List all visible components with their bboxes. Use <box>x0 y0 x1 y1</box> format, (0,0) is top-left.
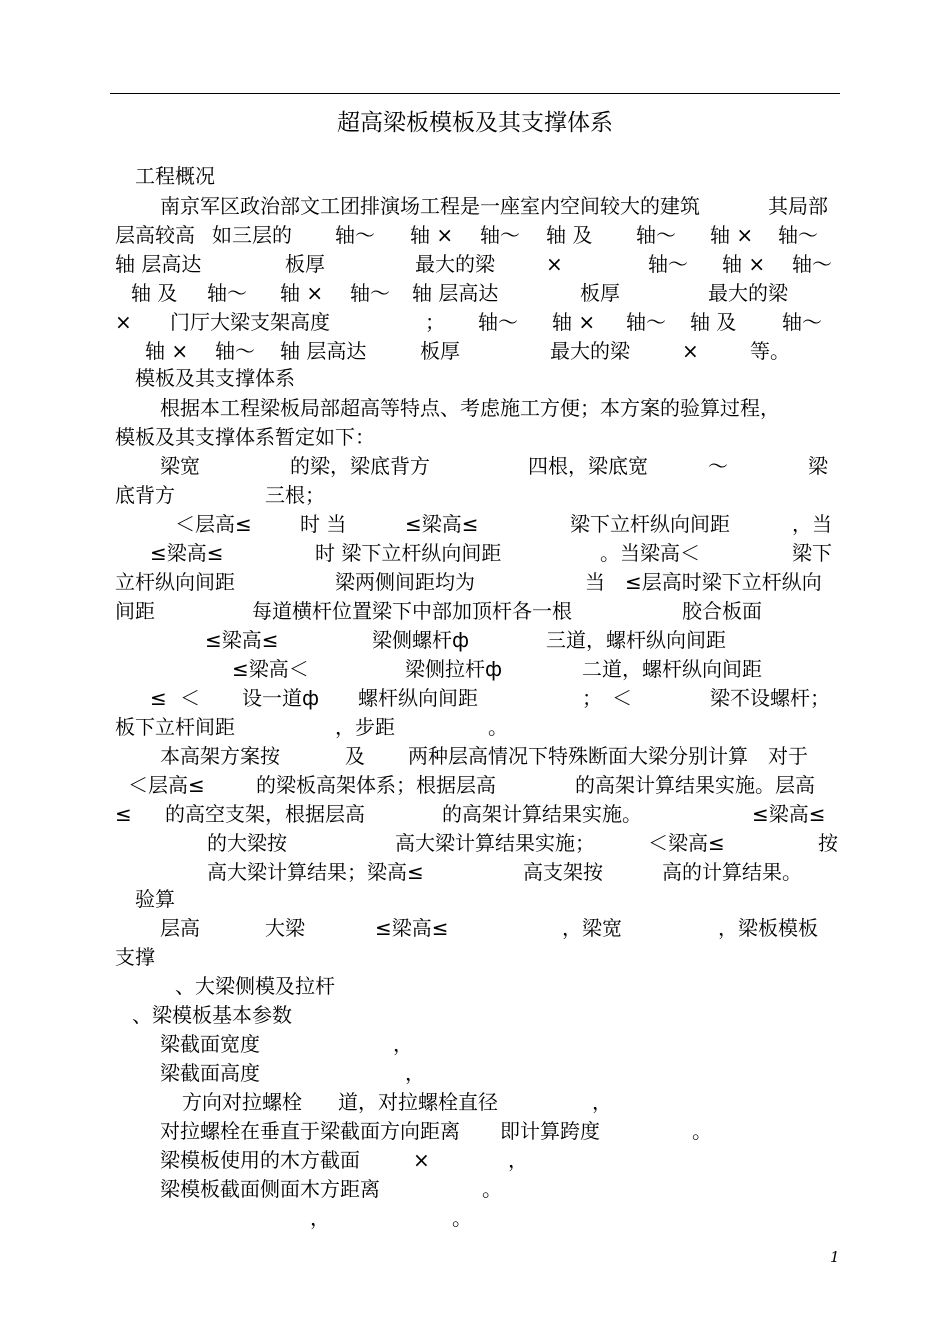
text-segment: ≤梁高≤ <box>375 916 449 940</box>
text-segment: 轴 × <box>280 281 324 305</box>
text-line <box>0 860 950 888</box>
text-segment: 支撑 <box>115 945 155 969</box>
text-segment: ≤梁高＜ <box>232 657 309 681</box>
text-line <box>0 223 950 251</box>
text-segment: 工程概况 <box>135 164 215 188</box>
text-segment: ＜层高≤ <box>128 773 205 797</box>
text-line <box>0 339 950 367</box>
text-line <box>0 1148 950 1176</box>
text-line <box>0 194 950 222</box>
text-line <box>0 1090 950 1118</box>
text-segment: 最大的梁 <box>708 281 788 305</box>
text-segment: × <box>682 339 699 363</box>
text-segment: 板厚 <box>285 252 325 276</box>
text-segment: 即计算跨度 <box>500 1119 600 1143</box>
text-line <box>0 945 950 973</box>
text-segment: 轴～ <box>778 223 818 247</box>
text-segment: 轴～ <box>626 310 666 334</box>
text-segment: 立杆纵向间距 <box>115 570 235 594</box>
text-segment: 大梁 <box>265 916 305 940</box>
text-segment: ； <box>425 310 445 334</box>
text-segment: ， <box>310 1206 330 1230</box>
text-line <box>0 773 950 801</box>
text-line <box>0 686 950 714</box>
text-segment: 的大梁按 <box>207 831 287 855</box>
text-segment: 设一道ф <box>242 686 320 710</box>
text-line <box>0 396 950 424</box>
text-segment: 二道，螺杆纵向间距 <box>582 657 762 681</box>
text-segment: 轴～ <box>215 339 255 363</box>
text-segment: 轴 及 <box>131 281 178 305</box>
text-segment: 南京军区政治部文工团排演场工程是一座室内空间较大的建筑 <box>160 194 700 218</box>
text-segment: 轴 × <box>722 252 766 276</box>
text-segment: 最大的梁 <box>550 339 630 363</box>
text-segment: 。当梁高＜ <box>600 541 700 565</box>
text-segment: 轴 × <box>710 223 754 247</box>
text-segment: 轴～ <box>648 252 688 276</box>
text-segment: 轴 层高达 <box>280 339 367 363</box>
text-segment: 对拉螺栓在垂直于梁截面方向距离 <box>160 1119 460 1143</box>
text-segment: 验算 <box>135 887 175 911</box>
text-line <box>0 1061 950 1089</box>
text-segment: ； <box>582 686 602 710</box>
text-segment: 高大梁计算结果；梁高≤ <box>207 860 424 884</box>
text-line <box>0 281 950 309</box>
text-segment: 轴～ <box>636 223 676 247</box>
text-segment: 。 <box>692 1119 712 1143</box>
text-segment: 轴～ <box>782 310 822 334</box>
text-segment: 板下立杆间距 <box>115 715 235 739</box>
text-segment: 板厚 <box>420 339 460 363</box>
text-segment: 其局部 <box>768 194 828 218</box>
text-segment: ≤梁高≤ <box>405 512 479 536</box>
text-segment: 梁侧螺杆ф <box>372 628 470 652</box>
text-segment: 门厅大梁支架高度 <box>170 310 330 334</box>
text-segment: 最大的梁 <box>415 252 495 276</box>
text-segment: 轴 × <box>145 339 189 363</box>
text-segment: ＜ <box>612 686 632 710</box>
text-segment: 梁 <box>808 454 828 478</box>
text-line <box>0 715 950 743</box>
text-segment: 底背方 <box>115 483 175 507</box>
text-segment: 的高空支架，根据层高 <box>165 802 365 826</box>
text-segment: 层高较高 <box>115 223 195 247</box>
text-segment: 等。 <box>750 339 790 363</box>
text-segment: ， <box>405 1061 425 1085</box>
text-segment: 螺杆纵向间距 <box>358 686 478 710</box>
text-segment: 的梁板高架体系；根据层高 <box>256 773 496 797</box>
text-segment: 轴 及 <box>546 223 593 247</box>
text-segment: 方向对拉螺栓 <box>182 1090 302 1114</box>
text-line <box>0 541 950 569</box>
text-segment: 间距 <box>115 599 155 623</box>
document-title: 超高梁板模板及其支撑体系 <box>337 110 613 136</box>
text-segment: ≤梁高≤ <box>150 541 224 565</box>
text-segment: ＜梁高≤ <box>648 831 725 855</box>
text-line <box>0 916 950 944</box>
text-segment: 轴 层高达 <box>115 252 202 276</box>
text-segment: ，当 <box>792 512 832 536</box>
text-line <box>0 1119 950 1147</box>
text-segment: ≤梁高≤ <box>205 628 279 652</box>
text-segment: 模板及其支撑体系 <box>135 366 295 390</box>
text-segment: 时 当 <box>300 512 347 536</box>
text-segment: 对于 <box>768 744 808 768</box>
text-segment: 梁不设螺杆； <box>710 686 830 710</box>
header-rule <box>110 93 840 94</box>
text-line <box>0 1177 950 1205</box>
text-segment: 时 梁下立杆纵向间距 <box>315 541 502 565</box>
page-number: 1 <box>830 1248 840 1266</box>
text-segment: 板厚 <box>580 281 620 305</box>
text-segment: 四根，梁底宽 <box>528 454 648 478</box>
text-segment: ≤ <box>115 802 132 826</box>
text-segment: × <box>413 1148 430 1172</box>
text-segment: 梁下立杆纵向间距 <box>570 512 730 536</box>
text-segment: 轴 × <box>552 310 596 334</box>
text-segment: ，步距 <box>335 715 395 739</box>
text-segment: 轴 及 <box>690 310 737 334</box>
text-segment: 根据本工程梁板局部超高等特点、考虑施工方便；本方案的验算过程， <box>160 396 780 420</box>
text-segment: ， <box>508 1148 528 1172</box>
text-line <box>0 1032 950 1060</box>
text-line <box>0 425 950 453</box>
text-segment: 轴～ <box>350 281 390 305</box>
text-segment: ≤层高时梁下立杆纵向 <box>625 570 822 594</box>
text-segment: 高支架按 <box>523 860 603 884</box>
text-segment: 层高 <box>160 916 200 940</box>
text-segment: 每道横杆位置梁下中部加顶杆各一根 <box>252 599 572 623</box>
text-line <box>0 366 950 394</box>
text-segment: × <box>546 252 563 276</box>
text-segment: 高的计算结果。 <box>662 860 802 884</box>
text-segment: × <box>115 310 132 334</box>
text-segment: 轴～ <box>792 252 832 276</box>
text-line <box>0 1003 950 1031</box>
text-line <box>0 657 950 685</box>
text-segment: 梁模板截面侧面木方距离 <box>160 1177 380 1201</box>
text-segment: 按 <box>818 831 838 855</box>
text-line <box>0 831 950 859</box>
text-line <box>0 310 950 338</box>
text-segment: 本高架方案按 <box>160 744 280 768</box>
text-segment: ≤ <box>150 686 167 710</box>
text-segment: 轴 层高达 <box>412 281 499 305</box>
text-segment: 的高架计算结果实施。 <box>442 802 642 826</box>
text-line <box>0 252 950 280</box>
text-segment: 梁模板使用的木方截面 <box>160 1148 360 1172</box>
text-segment: 轴～ <box>335 223 375 247</box>
text-segment: 。 <box>482 1177 502 1201</box>
text-segment: 的高架计算结果实施。层高 <box>575 773 815 797</box>
text-segment: 梁截面高度 <box>160 1061 260 1085</box>
text-line <box>0 164 950 192</box>
text-segment: 轴～ <box>207 281 247 305</box>
text-segment: 及 <box>345 744 365 768</box>
text-segment: 梁侧拉杆ф <box>405 657 503 681</box>
text-segment: 轴～ <box>478 310 518 334</box>
text-segment: ， <box>592 1090 612 1114</box>
text-segment: 道，对拉螺栓直径 <box>338 1090 498 1114</box>
text-segment: ＜层高≤ <box>175 512 252 536</box>
text-segment: 、梁模板基本参数 <box>132 1003 292 1027</box>
text-segment: ～ <box>708 454 728 478</box>
text-line <box>0 570 950 598</box>
text-segment: 梁截面宽度 <box>160 1032 260 1056</box>
text-segment: 梁下 <box>792 541 832 565</box>
text-segment: ≤梁高≤ <box>752 802 826 826</box>
text-segment: ＜ <box>180 686 200 710</box>
text-line <box>0 483 950 511</box>
text-segment: ，梁板模板 <box>718 916 818 940</box>
text-segment: 。 <box>452 1206 472 1230</box>
text-line <box>0 974 950 1002</box>
text-segment: 梁两侧间距均为 <box>335 570 475 594</box>
text-line <box>0 1206 950 1234</box>
text-segment: ， <box>393 1032 413 1056</box>
text-segment: 轴～ <box>480 223 520 247</box>
text-segment: 模板及其支撑体系暂定如下： <box>115 425 375 449</box>
text-segment: 梁宽 <box>160 454 200 478</box>
text-segment: 。 <box>488 715 508 739</box>
text-segment: 高大梁计算结果实施； <box>395 831 595 855</box>
text-segment: 如三层的 <box>212 223 292 247</box>
text-segment: 当 <box>585 570 605 594</box>
text-segment: 三根； <box>265 483 325 507</box>
text-segment: 、大梁侧模及拉杆 <box>175 974 335 998</box>
text-segment: ，梁宽 <box>562 916 622 940</box>
text-line <box>0 512 950 540</box>
text-segment: 的梁，梁底背方 <box>290 454 430 478</box>
text-segment: 三道，螺杆纵向间距 <box>546 628 726 652</box>
text-line <box>0 802 950 830</box>
text-segment: 胶合板面 <box>682 599 762 623</box>
text-line <box>0 744 950 772</box>
text-line <box>0 628 950 656</box>
text-line <box>0 599 950 627</box>
text-line <box>0 887 950 915</box>
text-line <box>0 454 950 482</box>
text-segment: 轴 × <box>410 223 454 247</box>
text-segment: 两种层高情况下特殊断面大梁分别计算 <box>408 744 748 768</box>
